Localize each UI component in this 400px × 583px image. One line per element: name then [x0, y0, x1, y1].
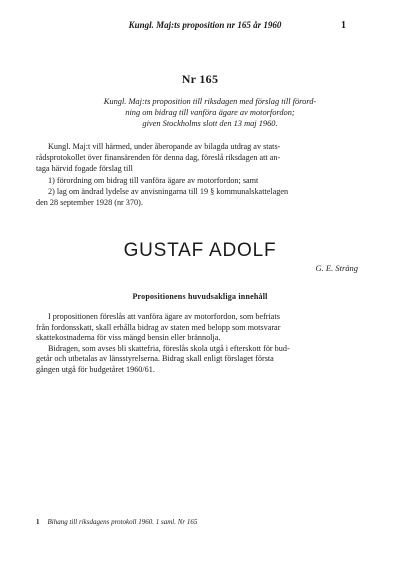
summary-heading: Propositionens huvudsakliga innehåll — [132, 292, 268, 301]
body-line: taga härvid fogade förslag till — [36, 164, 133, 174]
subtitle-line: given Stockholms slott den 13 maj 1960. — [142, 119, 278, 128]
proposition-subtitle — [60, 96, 360, 129]
footnote-text: Bihang till riksdagens protokoll 1960. 1 saml. Nr 165 — [47, 518, 198, 526]
summary-line: Bidragen, som avses bli skattefria, föreslås skola utgå i efterskott för bud- — [48, 343, 290, 353]
summary-body — [36, 312, 364, 376]
proposition-body — [36, 141, 364, 208]
page-number: 1 — [341, 20, 346, 31]
king-signature: GUSTAF ADOLF — [123, 240, 277, 261]
summary-line: getår och utbetalas av länsstyrelserna. Bidrag skall enligt förslaget första — [36, 354, 274, 364]
body-line: Kungl. Maj:t vill härmed, under åberopande av bilagda utdrag av stats- — [48, 142, 281, 151]
proposition-number: Nr 165 — [181, 72, 219, 86]
body-line: rådsprotokollet över finansärenden för denna dag, föreslå riksdagen att an- — [36, 153, 281, 163]
running-title: Kungl. Maj:ts proposition nr 165 år 1960 — [128, 20, 282, 30]
subtitle-line: ning om bidrag till vanföra ägare av motorfordon; — [125, 108, 295, 117]
body-line: 2) lag om ändrad lydelse av anvisningarna till 19 § kommunalskattelagen — [48, 186, 289, 196]
subtitle-line: Kungl. Maj:ts proposition till riksdagen med förslag till förord- — [103, 97, 317, 106]
footnote — [36, 518, 197, 526]
footnote-ref: 1 — [36, 518, 40, 526]
summary-line: I propositionen föreslås att vanföra ägare av motorfordon, som befriats — [48, 312, 280, 321]
body-line: den 28 september 1928 (nr 370). — [36, 198, 143, 208]
summary-line: gången utgå för budgetåret 1960/61. — [36, 364, 155, 374]
summary-line: från fordonsskatt, skall erhålla bidrag av staten med belopp som motsvarar — [36, 322, 281, 332]
body-line: 1) förordning om bidrag till vanföra ägare av motorfordon; samt — [48, 175, 259, 185]
minister-signature: G. E. Sträng — [315, 263, 358, 273]
summary-line: skattekostnaderna för viss mängd bensin eller brännolja. — [36, 333, 221, 343]
